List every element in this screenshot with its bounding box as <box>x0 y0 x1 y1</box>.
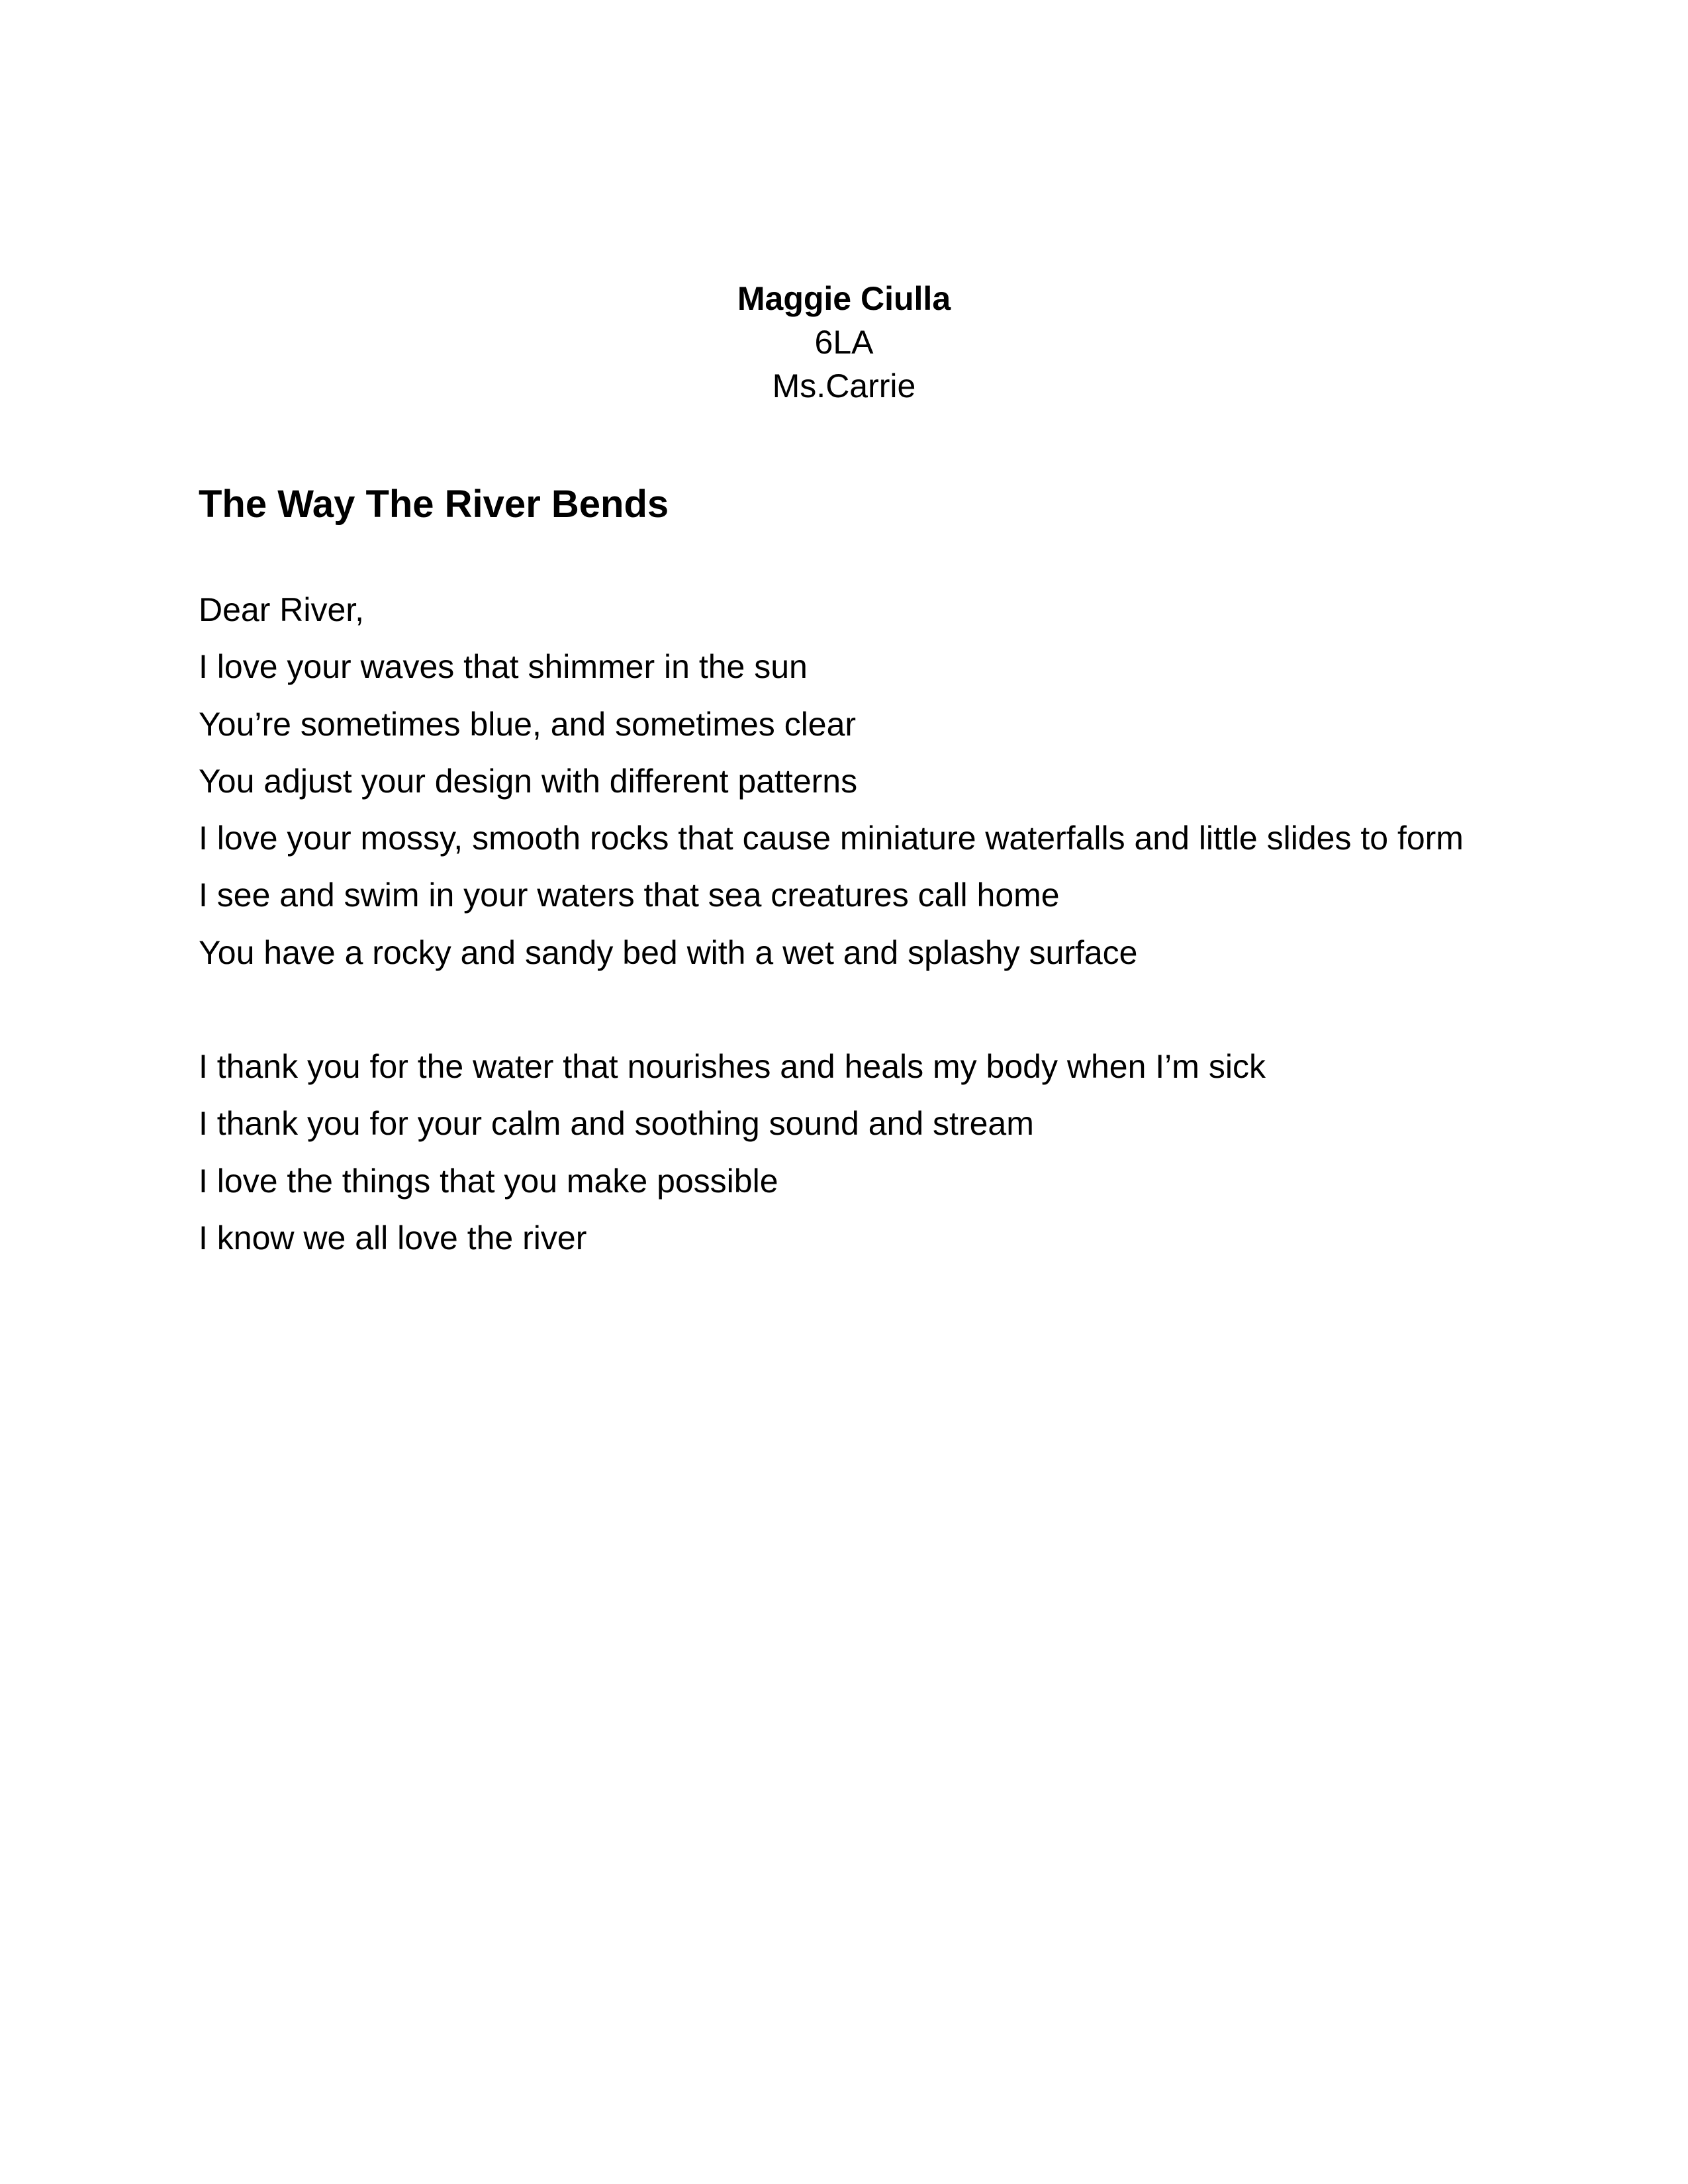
poem-line: You adjust your design with different patterns <box>199 762 858 800</box>
teacher-name: Ms.Carrie <box>772 367 916 404</box>
author-name: Maggie Ciulla <box>737 280 951 317</box>
poem-line: You have a rocky and sandy bed with a wet and splashy surface <box>199 933 1138 971</box>
poem-title: The Way The River Bends <box>199 483 669 526</box>
poem-line: I know we all love the river <box>199 1219 587 1257</box>
poem-stanza-1 <box>199 581 1464 981</box>
document-header <box>0 277 1688 408</box>
poem-line: I see and swim in your waters that sea creatures call home <box>199 877 1060 914</box>
poem-line: I thank you for the water that nourishes and heals my body when I’m sick <box>199 1048 1266 1085</box>
poem-line: I love your waves that shimmer in the sun <box>199 648 808 686</box>
poem-line: I thank you for your calm and soothing sound and stream <box>199 1105 1034 1143</box>
poem-line: I love the things that you make possible <box>199 1162 778 1200</box>
poem-line: You’re sometimes blue, and sometimes clear <box>199 705 857 743</box>
poem-line: I love your mossy, smooth rocks that cause miniature waterfalls and little slides to form <box>199 820 1464 857</box>
poem-stanza-2 <box>199 1038 1266 1266</box>
poem-line: Dear River, <box>199 591 365 628</box>
class-name: 6LA <box>814 324 874 361</box>
